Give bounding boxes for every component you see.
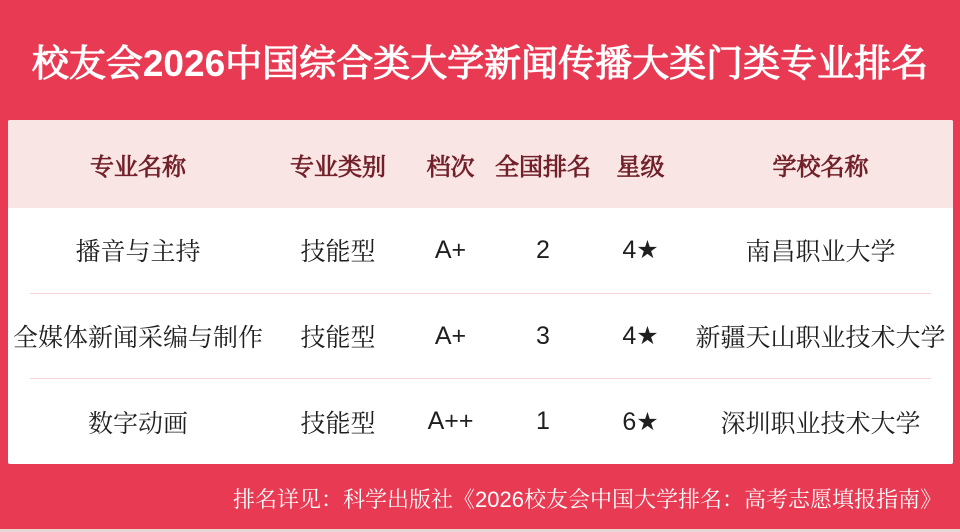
cell-national-rank: 2 — [536, 235, 550, 264]
cell-grade: A+ — [434, 235, 467, 264]
cell-major: 播音与主持 — [75, 238, 201, 267]
cell-major: 全媒体新闻采编与制作 — [12, 324, 263, 352]
cell-national-rank: 1 — [536, 407, 550, 436]
page-title: 校友会2026中国综合类大学新闻传播大类门类专业排名 — [31, 43, 929, 84]
cell-major: 数字动画 — [87, 409, 188, 438]
table-row — [8, 294, 953, 379]
cell-school: 南昌职业大学 — [745, 238, 896, 267]
table-row — [8, 208, 953, 293]
cell-category: 技能型 — [300, 409, 376, 438]
cell-star-level: 4★ — [622, 236, 659, 265]
cell-grade: A+ — [434, 321, 467, 350]
footer-note: 排名详见：科学出版社《2026校友会中国大学排名：高考志愿填报指南》 — [233, 486, 942, 512]
cell-school: 新疆天山职业技术大学 — [695, 324, 946, 352]
cell-grade: A++ — [427, 407, 474, 436]
cell-star-level: 6★ — [622, 407, 659, 436]
table-row — [8, 379, 953, 464]
cell-national-rank: 3 — [536, 321, 550, 350]
cell-school: 深圳职业技术大学 — [720, 409, 921, 438]
header-cell-star-level: 星级 — [616, 153, 665, 181]
title-banner — [0, 0, 960, 120]
header-cell-grade: 档次 — [426, 153, 475, 181]
table-header-row — [8, 120, 953, 208]
ranking-table-card — [8, 120, 953, 464]
header-cell-major: 专业名称 — [90, 153, 186, 181]
header-cell-school: 学校名称 — [772, 153, 869, 181]
header-cell-category: 专业类别 — [290, 153, 386, 181]
cell-category: 技能型 — [300, 238, 376, 267]
cell-category: 技能型 — [300, 324, 376, 352]
cell-star-level: 4★ — [622, 322, 659, 350]
header-cell-national-rank: 全国排名 — [495, 153, 591, 181]
footer-bar — [0, 464, 960, 532]
